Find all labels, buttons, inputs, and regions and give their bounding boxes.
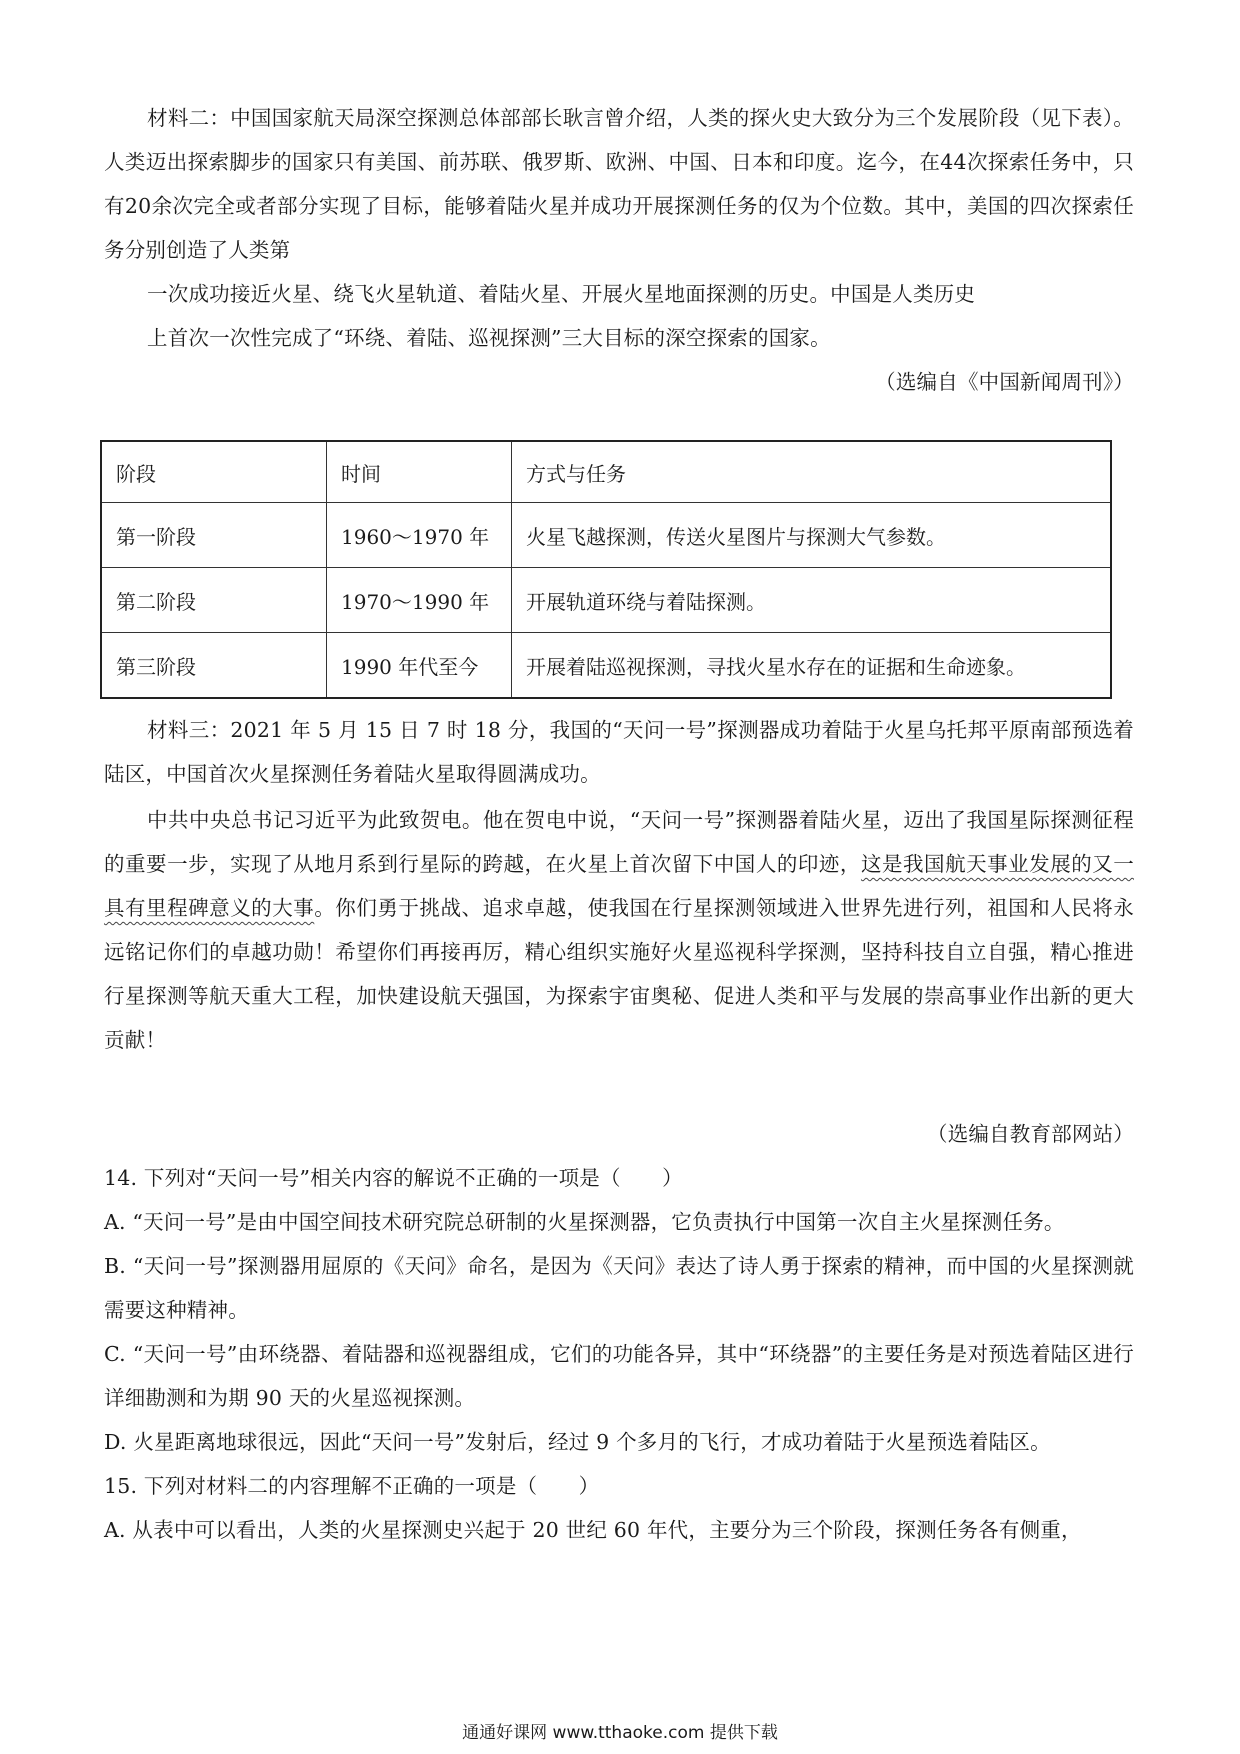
table-header-cell: 时间 bbox=[327, 441, 512, 503]
table-row bbox=[101, 633, 1111, 699]
footer-watermark: 通通好课网 www.tthaoke.com 提供下载 bbox=[462, 1723, 778, 1743]
question-14-option-b: B. “天问一号”探测器用屈原的《天问》命名，是因为《天问》表达了诗人勇于探索的精神，而中国的火星探测就需要这种精神。 bbox=[104, 1254, 1134, 1322]
underlined-sentence: 这是我国航天事业发展的又一具有里程碑意义的大事 bbox=[104, 852, 1134, 920]
material3-source: （选编自教育部网站） bbox=[927, 1122, 1134, 1146]
table-cell: 开展着陆巡视探测，寻找火星水存在的证据和生命迹象。 bbox=[512, 633, 1112, 699]
table-cell: 开展轨道环绕与着陆探测。 bbox=[512, 568, 1112, 633]
material2-paragraph: 材料二：中国国家航天局深空探测总体部部长耿言曾介绍，人类的探火史大致分为三个发展阶段（见下表）。人类迈出探索脚步的国家只有美国、前苏联、俄罗斯、欧洲、中国、日本和印度。迄今，在44次探索任务中，只有20余次完全或者部分实现了目标，能够着陆火星并成功开展探测任务的仅为个位数。其中，美国的四次探索任务分别创造了人类第 bbox=[104, 106, 1134, 262]
table-cell: 第二阶段 bbox=[101, 568, 327, 633]
table-row bbox=[101, 568, 1111, 633]
question-15-option-a: A. 从表中可以看出，人类的火星探测史兴起于 20 世纪 60 年代，主要分为三个阶段，探测任务各有侧重， bbox=[104, 1518, 1082, 1542]
material2-paragraph-cont2: 上首次一次性完成了“环绕、着陆、巡视探测”三大目标的深空探索的国家。 bbox=[147, 326, 831, 350]
table-cell: 第一阶段 bbox=[101, 503, 327, 568]
congrats-text-part2: 。你们勇于挑战、追求卓越，使我国在行星探测领域进入世界先进行列，祖国和人民将永远铭记你们的卓越功勋！希望你们再接再厉，精心组织实施好火星巡视科学探测，坚持科技自立自强，精心推进行星探测等航天重大工程，加快建设航天强国，为探索宇宙奥秘、促进人类和平与发展的崇高事业作出新的更大贡献！ bbox=[104, 896, 1134, 1052]
question-14-option-d: D. 火星距离地球很远，因此“天问一号”发射后，经过 9 个多月的飞行，才成功着陆于火星预选着陆区。 bbox=[104, 1430, 1051, 1454]
stages-table bbox=[100, 440, 1112, 699]
table-cell: 1960～1970 年 bbox=[327, 503, 512, 568]
question-14-stem: 14. 下列对“天问一号”相关内容的解说不正确的一项是（ ） bbox=[104, 1166, 683, 1190]
material3-congrats-paragraph bbox=[104, 798, 1134, 1062]
table-header-cell: 方式与任务 bbox=[512, 441, 1112, 503]
question-14-option-a: A. “天问一号”是由中国空间技术研究院总研制的火星探测器，它负责执行中国第一次自主火星探测任务。 bbox=[104, 1210, 1065, 1234]
question-14-option-c: C. “天问一号”由环绕器、着陆器和巡视器组成，它们的功能各异，其中“环绕器”的主要任务是对预选着陆区进行详细勘测和为期 90 天的火星巡视探测。 bbox=[104, 1342, 1134, 1410]
table-cell: 1970～1990 年 bbox=[327, 568, 512, 633]
table-cell: 火星飞越探测，传送火星图片与探测大气参数。 bbox=[512, 503, 1112, 568]
material2-source: （选编自《中国新闻周刊》） bbox=[875, 370, 1134, 394]
table-row bbox=[101, 503, 1111, 568]
table-header-row bbox=[101, 441, 1111, 503]
material2-paragraph-cont1: 一次成功接近火星、绕飞火星轨道、着陆火星、开展火星地面探测的历史。中国是人类历史 bbox=[147, 282, 976, 306]
question-15-stem: 15. 下列对材料二的内容理解不正确的一项是（ ） bbox=[104, 1474, 600, 1498]
table-header-cell: 阶段 bbox=[101, 441, 327, 503]
material3-paragraph: 材料三：2021 年 5 月 15 日 7 时 18 分，我国的“天问一号”探测器成功着陆于火星乌托邦平原南部预选着陆区，中国首次火星探测任务着陆火星取得圆满成功。 bbox=[104, 718, 1134, 786]
table-cell: 第三阶段 bbox=[101, 633, 327, 699]
congrats-text-part1: 中共中央总书记习近平为此致贺电。他在贺电中说，“天问一号”探测器着陆火星，迈出了我国星际探测征程的重要一步，实现了从地月系到行星际的跨越，在火星上首次留下中国人的印迹， bbox=[104, 808, 1134, 876]
table-cell: 1990 年代至今 bbox=[327, 633, 512, 699]
